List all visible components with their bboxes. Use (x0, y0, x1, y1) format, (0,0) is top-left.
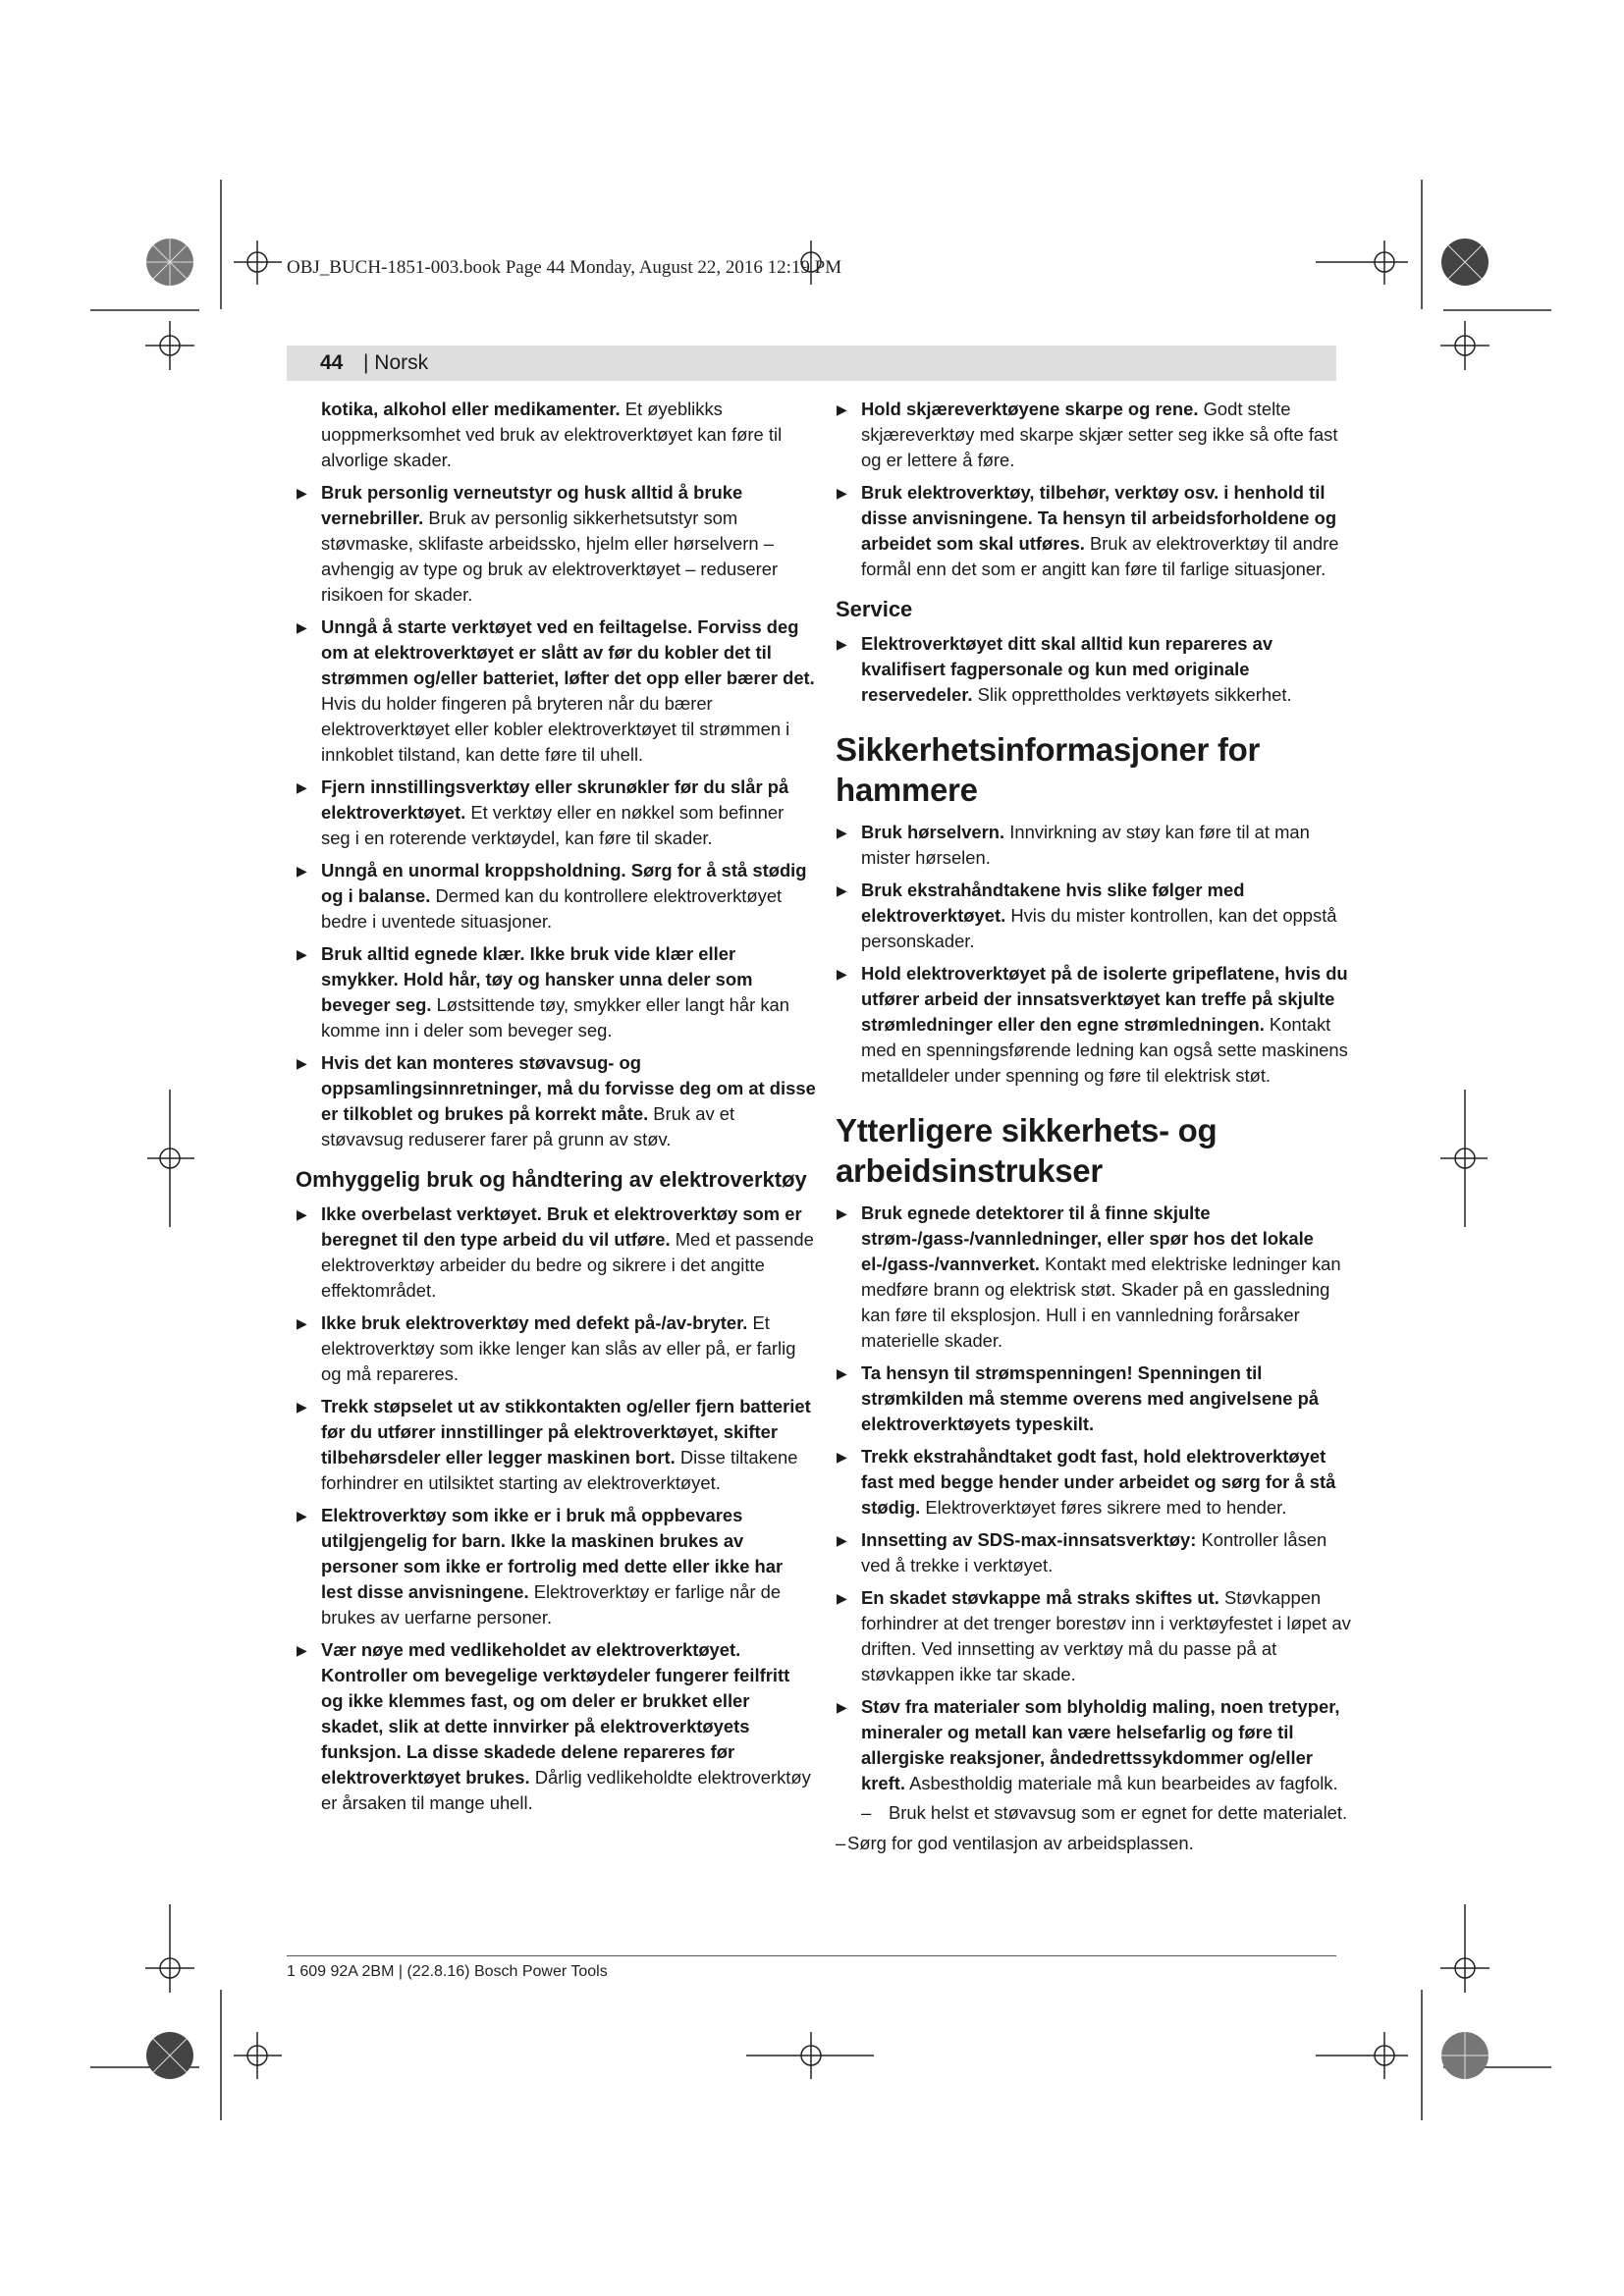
dash-item: – Bruk helst et støvavsug som er egnet for dette materialet. (836, 1800, 1356, 1826)
intro-paragraph: kotika, alkohol eller medikamenter. Et øyeblikks uoppmerksomhet ved bruk av elektroverktøyet kan føre til alvorlige skader. (321, 399, 783, 470)
arrow-icon: ▶ (297, 485, 307, 501)
arrow-icon: ▶ (297, 1055, 307, 1071)
service-heading: Service (836, 597, 913, 621)
list-item: ▶ Elektroverktøy som ikke er i bruk må oppbevares utilgjengelig for barn. Ikke la maskinen brukes av personer som ikke er fortrolig med dette eller ikke har lest disse anvisningene. Elektroverktøy er farlige når de brukes av uerfarne personer. (297, 1505, 784, 1628)
list-item: ▶ Bruk personlig verneutstyr og husk alltid å bruke vernebriller. Bruk av personlig sikkerhetsutstyr som støvmaske, sklifaste arbeidssko, hjelm eller hørselvern – avhengig av type og bruk av elektroverktøyet – reduserer risikoen for skader. (297, 482, 779, 605)
dash-marker: – (836, 1833, 846, 1853)
dash-item: – Sørg for god ventilasjon av arbeidsplassen. (836, 1831, 1356, 1856)
arrow-icon: ▶ (297, 863, 307, 879)
list-item: ▶ Trekk ekstrahåndtaket godt fast, hold elektroverktøyet fast med begge hender under arbeidet og sørg for å stå stødig. Elektroverktøyet føres sikrere med to hender. (837, 1446, 1336, 1518)
page-number: 44 (320, 351, 344, 374)
arrow-icon: ▶ (837, 401, 847, 417)
arrow-icon: ▶ (297, 779, 307, 795)
page-footer: 1 609 92A 2BM | (22.8.16) Bosch Power Tools (287, 1963, 608, 1980)
list-item: ▶ Hold skjæreverktøyene skarpe og rene. Godt stelte skjæreverktøy med skarpe skjær setter seg ikke så ofte fast og er lettere å føre. (837, 399, 1338, 470)
arrow-icon: ▶ (297, 946, 307, 962)
section-heading: Omhyggelig bruk og håndtering av elektroverktøy (296, 1167, 807, 1192)
list-item: ▶ Hvis det kan monteres støvavsug- og oppsamlingsinnretninger, må du forvisse deg om at disse er tilkoblet og brukes på korrekt måte. Bruk av et støvavsug reduserer farer på grunn av støv. (297, 1052, 816, 1149)
arrow-icon: ▶ (837, 485, 847, 501)
arrow-icon: ▶ (837, 1205, 847, 1221)
print-info-line: OBJ_BUCH-1851-003.book Page 44 Monday, August 22, 2016 12:19 PM (287, 257, 842, 278)
arrow-icon: ▶ (837, 1699, 847, 1715)
list-item: ▶ Elektroverktøyet ditt skal alltid kun repareres av kvalifisert fagpersonale og kun med originale reservedeler. Slik opprettholdes verktøyets sikkerhet. (837, 633, 1292, 705)
arrow-icon: ▶ (837, 1449, 847, 1465)
list-item: ▶ Hold elektroverktøyet på de isolerte gripeflatene, hvis du utfører arbeid der innsatsverktøyet kan treffe på skjulte strømledninger eller den egne strømledningen. Kontakt med en spenningsførende ledning kan også sette maskinens metalldeler under spenning og føre til elektrisk støt. (837, 963, 1348, 1086)
footer-rule (287, 1955, 1336, 1956)
arrow-icon: ▶ (297, 1508, 307, 1523)
list-item: ▶ Bruk egnede detektorer til å finne skjulte strøm-/gass-/vannledninger, eller spør hos det lokale el-/gass-/vannverket. Kontakt med elektriske ledninger kan medføre brann og elektrisk støt. Skader på en gassledning kan føre til eksplosjon. Hull i en vannledning forårsaker materielle skader. (837, 1202, 1341, 1351)
arrow-icon: ▶ (837, 1365, 847, 1381)
arrow-icon: ▶ (837, 1532, 847, 1548)
list-item: ▶ Bruk hørselvern. Innvirkning av støy kan føre til at man mister hørselen. (837, 822, 1310, 868)
arrow-icon: ▶ (297, 1206, 307, 1222)
list-item: ▶ Unngå en unormal kroppsholdning. Sørg for å stå stødig og i balanse. Dermed kan du kontrollere elektroverktøyet bedre i uventede situasjoner. (297, 860, 807, 932)
main-heading-additional: Ytterligere sikkerhets- og arbeidsinstrukser (836, 1112, 1218, 1189)
list-item: ▶ Bruk alltid egnede klær. Ikke bruk vide klær eller smykker. Hold hår, tøy og hansker unna deler som beveger seg. Løstsittende tøy, smykker eller langt hår kan komme inn i deler som beveger seg. (297, 943, 789, 1041)
arrow-icon: ▶ (837, 825, 847, 840)
list-item: ▶ Ta hensyn til strømspenningen! Spenningen til strømkilden må stemme overens med angivelsene på elektroverktøyets typeskilt. (837, 1362, 1320, 1434)
arrow-icon: ▶ (297, 619, 307, 635)
section-name: | Norsk (363, 351, 429, 374)
page-header (287, 346, 1336, 381)
left-column (296, 397, 816, 1823)
arrow-icon: ▶ (837, 966, 847, 982)
list-item: ▶ Ikke overbelast verktøyet. Bruk et elektroverktøy som er beregnet til den type arbeid du vil utføre. Med et passende elektroverktøy arbeider du bedre og sikrere i det angitte effektområdet. (297, 1203, 814, 1301)
list-item: ▶ Støv fra materialer som blyholdig maling, noen tretyper, mineraler og metall kan være helsefarlig og føre til allergiske reaksjoner, åndedrettssykdommer og/eller kreft. Asbestholdig materiale må kun bearbeides av fagfolk. (837, 1696, 1340, 1793)
arrow-icon: ▶ (837, 1590, 847, 1606)
list-item: ▶ Vær nøye med vedlikeholdet av elektroverktøyet. Kontroller om bevegelige verktøydeler fungerer feilfritt og ikke klemmes fast, og om deler er brukket eller skadet, slik at dette innvirker på elektroverktøyets funksjon. La disse skadede delene repareres før elektroverktøyet brukes. Dårlig vedlikeholdte elektroverktøy er årsaken til mange uhell. (297, 1639, 811, 1813)
arrow-icon: ▶ (837, 882, 847, 898)
list-item: ▶ Unngå å starte verktøyet ved en feiltagelse. Forviss deg om at elektroverktøyet er slått av før du kobler det til strømmen og/eller batteriet, løfter det opp eller bærer det. Hvis du holder fingeren på bryteren når du bærer elektroverktøyet eller kobler elektroverktøyet til strømmen i innkoblet tilstand, kan dette føre til uhell. (297, 616, 815, 765)
list-item: ▶ Bruk elektroverktøy, tilbehør, verktøy osv. i henhold til disse anvisningene. Ta hensyn til arbeidsforholdene og arbeidet som skal utføres. Bruk av elektroverktøy til andre formål enn det som er angitt kan føre til farlige situasjoner. (837, 482, 1339, 579)
right-column (836, 397, 1356, 1861)
list-item: ▶ Fjern innstillingsverktøy eller skrunøkler før du slår på elektroverktøyet. Et verktøy eller en nøkkel som befinner seg i en roterende verktøydel, kan føre til skader. (297, 776, 789, 848)
list-item: ▶ En skadet støvkappe må straks skiftes ut. Støvkappen forhindrer at det trenger borestøv inn i verktøyfestet i løpet av driften. Ved innsetting av verktøy må du passe på at støvkappen ikke tar skade. (837, 1587, 1351, 1684)
arrow-icon: ▶ (297, 1315, 307, 1331)
arrow-icon: ▶ (837, 636, 847, 652)
list-item: ▶ Trekk støpselet ut av stikkontakten og/eller fjern batteriet før du utfører innstillinger på elektroverktøyet, skifter tilbehørsdeler eller legger maskinen bort. Disse tiltakene forhindrer en utilsiktet starting av elektroverktøyet. (297, 1396, 811, 1493)
arrow-icon: ▶ (297, 1399, 307, 1415)
list-item: ▶ Innsetting av SDS-max-innsatsverktøy: Kontroller låsen ved å trekke i verktøyet. (837, 1529, 1327, 1575)
arrow-icon: ▶ (297, 1642, 307, 1658)
list-item: ▶ Ikke bruk elektroverktøy med defekt på-/av-bryter. Et elektroverktøy som ikke lenger kan slås av eller på, er farlig og må repareres. (297, 1312, 796, 1384)
list-item: ▶ Bruk ekstrahåndtakene hvis slike følger med elektroverktøyet. Hvis du mister kontrollen, kan det oppstå personskader. (837, 880, 1337, 951)
dash-marker: – (861, 1802, 872, 1823)
main-heading-hammers: Sikkerhetsinformasjoner for hammere (836, 731, 1261, 808)
